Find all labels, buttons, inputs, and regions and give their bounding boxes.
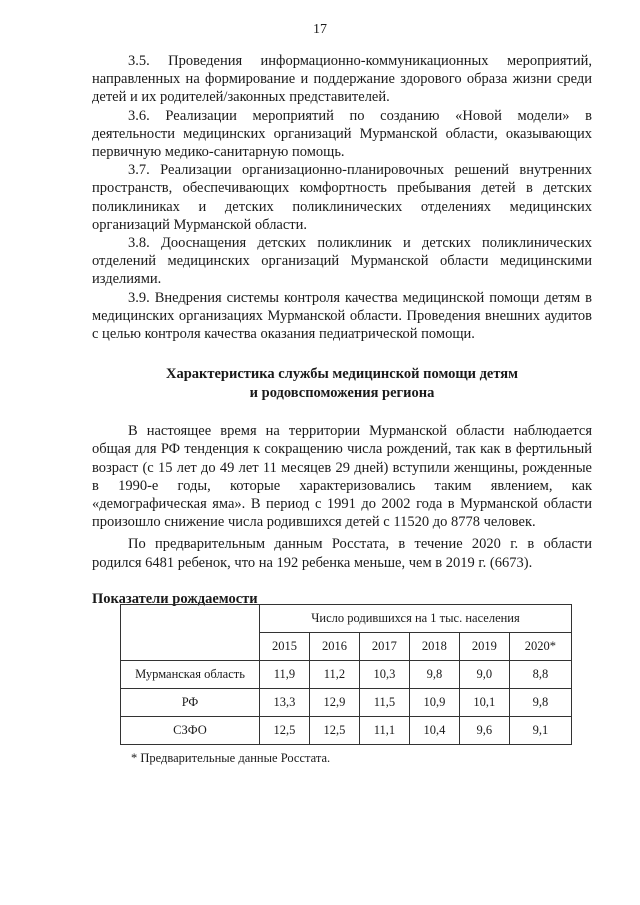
region-cell: Мурманская область xyxy=(121,661,260,689)
section-heading xyxy=(92,365,592,402)
region-cell: СЗФО xyxy=(121,717,260,745)
value-cell: 13,3 xyxy=(260,689,310,717)
year-header: 2019 xyxy=(459,633,509,661)
paragraph-3-5: 3.5. Проведения информационно-коммуникационных мероприятий, направленных на формирование и поддержание здорового образа жизни среди детей и их родителей/законных представителей. xyxy=(92,53,592,106)
value-cell: 12,9 xyxy=(309,689,359,717)
value-cell: 9,0 xyxy=(459,661,509,689)
section-heading-line1: Характеристика службы медицинской помощи детям xyxy=(165,366,519,383)
document-body xyxy=(92,52,592,608)
section-heading-line2: и родовспоможения региона xyxy=(249,384,435,401)
table-corner-cell xyxy=(121,605,260,661)
value-cell: 8,8 xyxy=(509,661,571,689)
table-row xyxy=(121,689,572,717)
table-row xyxy=(121,717,572,745)
value-cell: 9,1 xyxy=(509,717,571,745)
year-header: 2016 xyxy=(309,633,359,661)
value-cell: 11,1 xyxy=(359,717,409,745)
table-title: Показатели рождаемости xyxy=(92,590,258,607)
value-cell: 10,3 xyxy=(359,661,409,689)
value-cell: 9,6 xyxy=(459,717,509,745)
year-header: 2017 xyxy=(359,633,409,661)
birth-rate-table xyxy=(120,604,572,745)
page-number: 17 xyxy=(313,22,327,37)
table-footnote: * Предварительные данные Росстата. xyxy=(131,751,331,765)
year-header: 2018 xyxy=(409,633,459,661)
value-cell: 10,9 xyxy=(409,689,459,717)
value-cell: 11,5 xyxy=(359,689,409,717)
value-cell: 11,2 xyxy=(309,661,359,689)
value-cell: 12,5 xyxy=(309,717,359,745)
paragraph-rosstat: По предварительным данным Росстата, в течение 2020 г. в области родился 6481 ребенок, что на 192 ребенка меньше, чем в 2019 г. (6673). xyxy=(92,536,592,571)
value-cell: 12,5 xyxy=(260,717,310,745)
paragraph-3-9: 3.9. Внедрения системы контроля качества медицинской помощи детям в медицинских организациях Мурманской области. Проведения внешних аудитов с целью контроля качества оказания педиатрической помощи. xyxy=(92,289,592,343)
value-cell: 10,1 xyxy=(459,689,509,717)
value-cell: 9,8 xyxy=(409,661,459,689)
table-row xyxy=(121,661,572,689)
table-group-header: Число родившихся на 1 тыс. населения xyxy=(260,605,572,633)
paragraph-demography: В настоящее время на территории Мурманской области наблюдается общая для РФ тенденция к сокращению числа рождений, так как в фертильный возраст (с 15 лет до 49 лет 11 месяцев 29 дней) вступили женщины, рожденные в 1990-е годы, которые характеризовались таким явлением, как «демографическая яма». В период с 1991 до 2002 года в Мурманской области произошло снижение числа родившихся детей с 11520 до 8778 человек. xyxy=(92,423,592,531)
region-cell: РФ xyxy=(121,689,260,717)
year-header: 2015 xyxy=(260,633,310,661)
value-cell: 11,9 xyxy=(260,661,310,689)
value-cell: 10,4 xyxy=(409,717,459,745)
paragraph-3-8: 3.8. Дооснащения детских поликлиник и детских поликлинических отделений медицинских организаций Мурманской области медицинскими изделиями. xyxy=(92,235,592,288)
paragraph-3-6: 3.6. Реализации мероприятий по созданию «Новой модели» в деятельности медицинских организаций Мурманской области, оказывающих первичную медико-санитарную помощь. xyxy=(92,107,592,161)
value-cell: 9,8 xyxy=(509,689,571,717)
table-header-row-1 xyxy=(121,605,572,633)
year-header: 2020* xyxy=(509,633,571,661)
paragraph-3-7: 3.7. Реализации организационно-планировочных решений внутренних пространств, обеспечивающих комфортность пребывания детей в детских поликлиниках и детских поликлинических отделениях медицинских организаций Мурманской области. xyxy=(92,162,592,233)
